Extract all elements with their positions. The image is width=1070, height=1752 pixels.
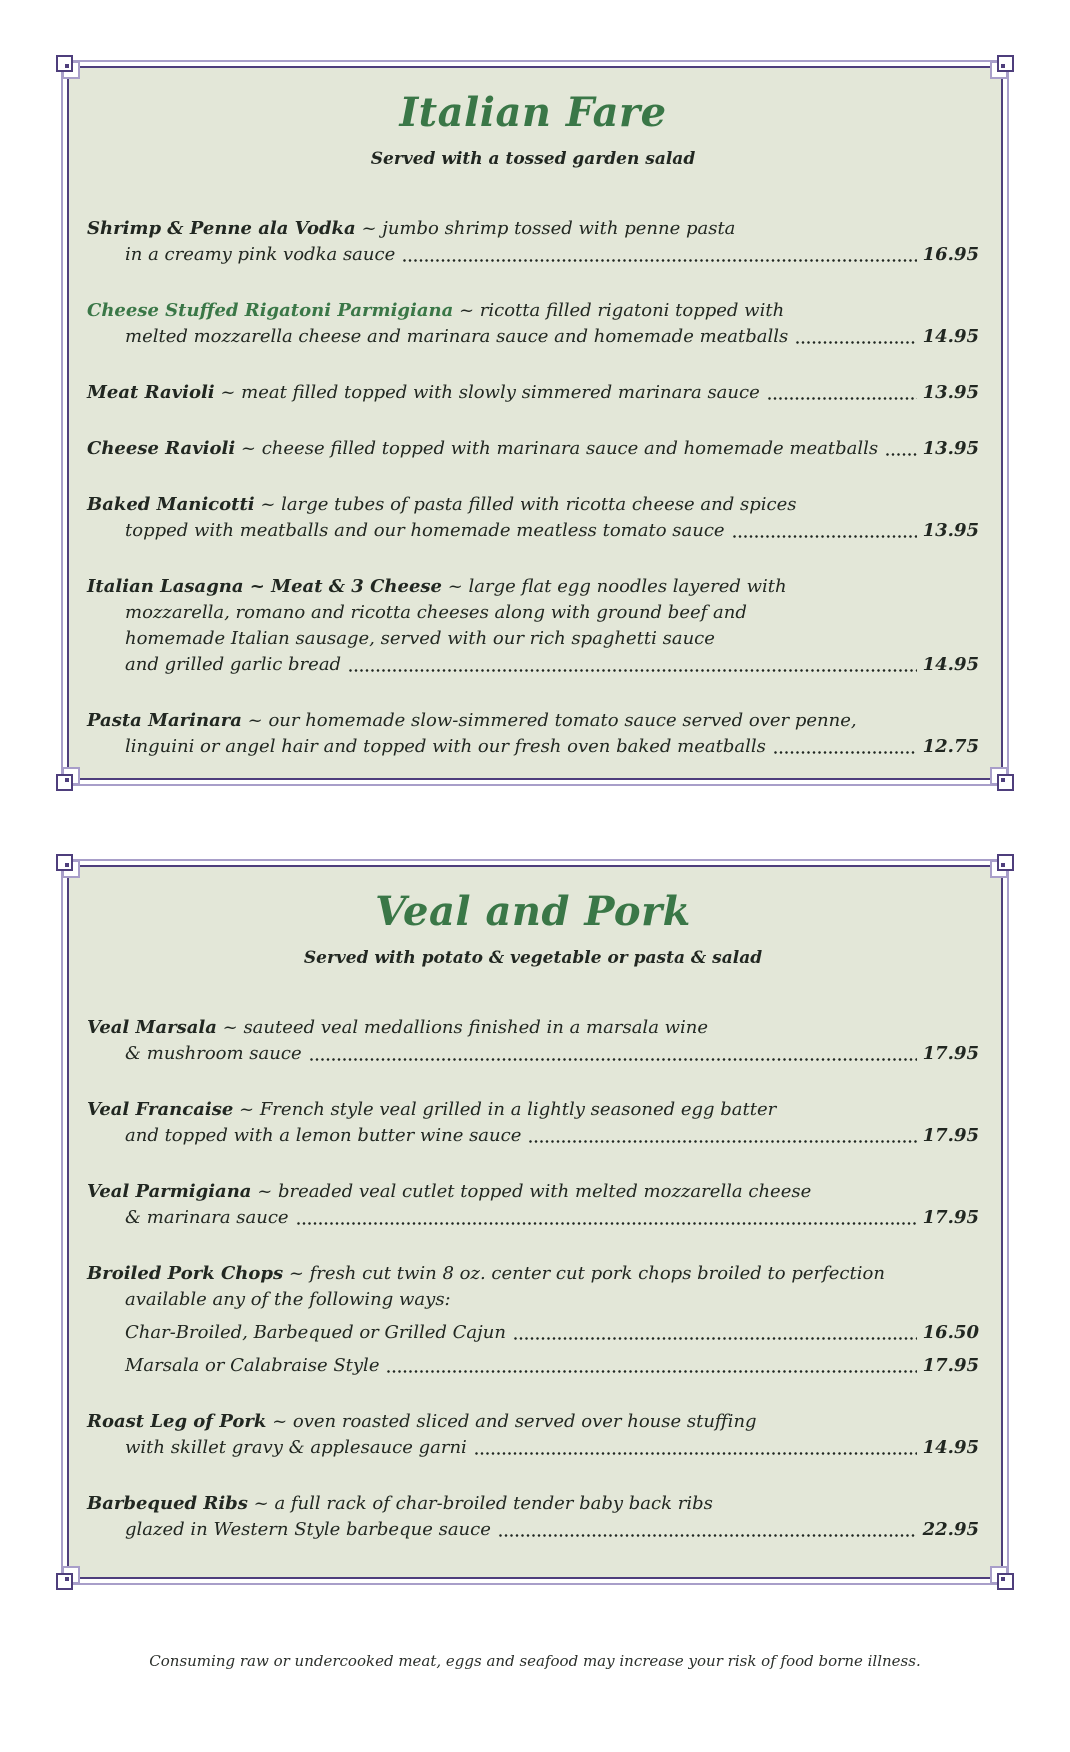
menu-row	[87, 574, 979, 600]
item-description: ~ sauteed veal medallions finished in a marsala wine	[222, 1017, 709, 1038]
item-name: Cheese Ravioli	[87, 438, 236, 459]
item-price: 14.95	[922, 654, 979, 675]
menu-row	[87, 1097, 979, 1123]
sections	[0, 56, 1070, 1589]
menu-row	[87, 380, 979, 406]
item-description: and grilled garlic bread	[125, 654, 342, 675]
item-price: 13.95	[922, 382, 979, 403]
menu-item	[87, 1097, 979, 1149]
row-text	[87, 380, 760, 406]
menu-row	[87, 652, 979, 678]
menu-item	[87, 574, 979, 678]
menu-item	[87, 380, 979, 406]
item-name: Pasta Marinara	[87, 710, 242, 731]
item-description: mozzarella, romano and ricotta cheeses along with ground beef and	[125, 602, 747, 623]
row-text	[125, 1435, 467, 1461]
dotted-leader	[403, 259, 916, 262]
row-text	[125, 1517, 491, 1543]
menu-row	[87, 1320, 979, 1346]
item-description: glazed in Western Style barbeque sauce	[125, 1519, 491, 1540]
dotted-leader	[886, 453, 917, 456]
row-text	[87, 218, 735, 239]
item-description: Marsala or Calabraise Style	[125, 1355, 380, 1376]
row-text	[125, 602, 747, 623]
menu-row	[87, 1409, 979, 1435]
row-text	[125, 1041, 302, 1067]
row-text	[87, 300, 784, 321]
item-name: Broiled Pork Chops	[87, 1263, 284, 1284]
section-title: Veal and Pork	[375, 888, 691, 935]
menu-row	[87, 1491, 979, 1517]
item-name: Cheese Stuffed Rigatoni Parmigiana	[87, 300, 454, 321]
menu-row	[87, 518, 979, 544]
dotted-leader	[349, 669, 917, 672]
item-price: 17.95	[922, 1125, 979, 1146]
row-text	[87, 1263, 885, 1284]
menu-row	[87, 298, 979, 324]
row-text	[125, 324, 788, 350]
item-price: 22.95	[922, 1519, 979, 1540]
item-description: ~ meat filled topped with slowly simmered marinara sauce	[220, 382, 760, 403]
menu-row	[87, 734, 979, 760]
section-subtitle: Served with a tossed garden salad	[370, 149, 696, 169]
item-description: ~ large tubes of pasta filled with ricotta cheese and spices	[260, 494, 797, 515]
row-text	[87, 1017, 708, 1038]
menu-row	[87, 216, 979, 242]
item-description: ~ breaded veal cutlet topped with melted mozzarella cheese	[257, 1181, 812, 1202]
item-price: 12.75	[922, 736, 979, 757]
dotted-leader	[774, 751, 917, 754]
dotted-leader	[796, 341, 916, 344]
menu-row	[87, 1435, 979, 1461]
dotted-leader	[529, 1140, 916, 1143]
menu-item	[87, 1015, 979, 1067]
item-description: ~ large flat egg noodles layered with	[447, 576, 787, 597]
menu-row	[87, 324, 979, 350]
item-list	[87, 1015, 979, 1543]
item-name: Italian Lasagna ~ Meat & 3 Cheese	[87, 576, 442, 597]
menu-row	[87, 600, 979, 626]
corner-ornament-icon	[53, 762, 85, 794]
menu-row	[87, 1041, 979, 1067]
menu-item	[87, 492, 979, 544]
dotted-leader	[499, 1534, 917, 1537]
corner-ornament-icon	[985, 1561, 1017, 1593]
menu-row	[87, 626, 979, 652]
item-description: topped with meatballs and our homemade meatless tomato sauce	[125, 520, 725, 541]
row-text	[87, 576, 787, 597]
row-text	[125, 628, 715, 649]
item-description: homemade Italian sausage, served with our rich spaghetti sauce	[125, 628, 715, 649]
menu-item	[87, 1491, 979, 1543]
item-description: melted mozzarella cheese and marinara sauce and homemade meatballs	[125, 326, 789, 347]
item-price: 13.95	[922, 438, 979, 459]
row-text	[125, 1123, 521, 1149]
dotted-leader	[387, 1370, 916, 1373]
menu-row	[87, 1205, 979, 1231]
item-description: linguini or angel hair and topped with our fresh oven baked meatballs	[125, 736, 766, 757]
row-text	[87, 1181, 811, 1202]
menu-item	[87, 1179, 979, 1231]
section-subtitle: Served with potato & vegetable or pasta & salad	[303, 948, 763, 968]
item-description: ~ a full rack of char-broiled tender baby back ribs	[253, 1493, 713, 1514]
row-text	[87, 710, 857, 731]
item-description: ~ ricotta filled rigatoni topped with	[458, 300, 785, 321]
item-name: Veal Marsala	[87, 1017, 217, 1038]
item-price: 14.95	[922, 1437, 979, 1458]
item-price: 14.95	[922, 326, 979, 347]
dotted-leader	[514, 1337, 917, 1340]
dotted-leader	[733, 535, 917, 538]
menu-panel	[57, 855, 1013, 1589]
menu-item	[87, 1409, 979, 1461]
row-text	[87, 436, 878, 462]
menu-item	[87, 298, 979, 350]
menu-row	[87, 242, 979, 268]
menu-row	[87, 1179, 979, 1205]
row-text	[125, 1320, 506, 1346]
item-description: & mushroom sauce	[125, 1043, 302, 1064]
menu-row	[87, 1287, 979, 1313]
item-name: Meat Ravioli	[87, 382, 215, 403]
row-text	[125, 242, 395, 268]
item-price: 17.95	[922, 1355, 979, 1376]
item-description: ~ jumbo shrimp tossed with penne pasta	[361, 218, 736, 239]
item-description: and topped with a lemon butter wine sauce	[125, 1125, 522, 1146]
row-text	[87, 1493, 713, 1514]
item-name: Veal Parmigiana	[87, 1181, 252, 1202]
corner-ornament-icon	[53, 1561, 85, 1593]
item-description: ~ cheese filled topped with marinara sauce and homemade meatballs	[240, 438, 879, 459]
section-title: Italian Fare	[399, 89, 667, 136]
menu-row	[87, 1123, 979, 1149]
row-text	[125, 1205, 289, 1231]
row-text	[87, 1099, 776, 1120]
item-description: ~ oven roasted sliced and served over house stuffing	[272, 1411, 757, 1432]
item-price: 16.95	[922, 244, 979, 265]
footer-disclaimer: Consuming raw or undercooked meat, eggs and seafood may increase your risk of food borne illness.	[149, 1652, 921, 1670]
menu-item	[87, 436, 979, 462]
panel-content	[57, 855, 1013, 1589]
corner-ornament-icon	[985, 52, 1017, 84]
menu-panel	[57, 56, 1013, 790]
item-description: ~ fresh cut twin 8 oz. center cut pork chops broiled to perfection	[288, 1263, 885, 1284]
item-description: available any of the following ways:	[125, 1289, 451, 1310]
item-description: in a creamy pink vodka sauce	[125, 244, 396, 265]
menu-item	[87, 1261, 979, 1379]
row-text	[125, 652, 341, 678]
menu-row	[87, 1261, 979, 1287]
item-price: 17.95	[922, 1043, 979, 1064]
dotted-leader	[297, 1222, 917, 1225]
dotted-leader	[310, 1058, 917, 1061]
row-text	[125, 734, 766, 760]
item-description: ~ French style veal grilled in a lightly seasoned egg batter	[239, 1099, 777, 1120]
corner-ornament-icon	[53, 851, 85, 883]
item-description: with skillet gravy & applesauce garni	[125, 1437, 467, 1458]
menu-row	[87, 1353, 979, 1379]
row-text	[87, 494, 796, 515]
item-name: Roast Leg of Pork	[87, 1411, 267, 1432]
corner-ornament-icon	[985, 762, 1017, 794]
item-description: & marinara sauce	[125, 1207, 289, 1228]
item-description: Char-Broiled, Barbequed or Grilled Cajun	[125, 1322, 506, 1343]
row-text	[125, 1353, 379, 1379]
item-name: Veal Francaise	[87, 1099, 234, 1120]
corner-ornament-icon	[985, 851, 1017, 883]
row-text	[125, 1289, 451, 1310]
item-price: 17.95	[922, 1207, 979, 1228]
item-list	[87, 216, 979, 760]
corner-ornament-icon	[53, 52, 85, 84]
panel-content	[57, 56, 1013, 790]
item-price: 13.95	[922, 520, 979, 541]
menu-row	[87, 1015, 979, 1041]
menu-row	[87, 708, 979, 734]
item-description: ~ our homemade slow-simmered tomato sauce served over penne,	[247, 710, 857, 731]
row-text	[87, 1411, 757, 1432]
dotted-leader	[475, 1452, 917, 1455]
item-price: 16.50	[922, 1322, 979, 1343]
item-name: Baked Manicotti	[87, 494, 255, 515]
menu-item	[87, 216, 979, 268]
menu-row	[87, 492, 979, 518]
menu-row	[87, 1517, 979, 1543]
item-name: Shrimp & Penne ala Vodka	[87, 218, 356, 239]
dotted-leader	[768, 397, 917, 400]
row-text	[125, 518, 725, 544]
menu-item	[87, 708, 979, 760]
menu-row	[87, 436, 979, 462]
item-name: Barbequed Ribs	[87, 1493, 248, 1514]
